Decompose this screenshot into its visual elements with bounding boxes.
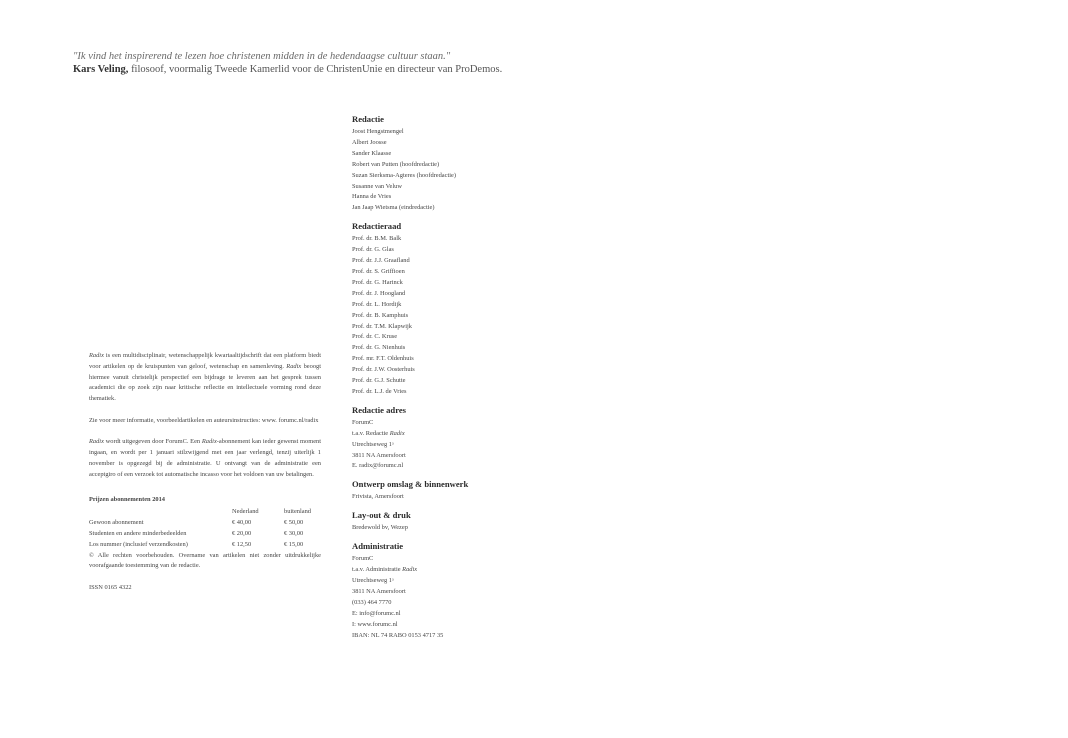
board-member: Prof. dr. S. Griffioen xyxy=(352,267,405,275)
designer: Frivista, Amersfoort xyxy=(352,493,404,501)
section-title: Redactie adres xyxy=(352,404,407,415)
board-member: Prof. mr. F.T. Oldenhuis xyxy=(352,355,414,363)
journal-name: Radix xyxy=(89,352,104,359)
board-member: Prof. dr. B. Kamphuis xyxy=(352,311,409,319)
address-attn: t.a.v. Redactie xyxy=(352,429,390,437)
address-line xyxy=(352,429,552,440)
quote-text: "Ik vind het inspirerend te lezen hoe christenen midden in de hedendaagse cultuur staan." xyxy=(73,51,451,62)
section-title: Redactie xyxy=(352,114,384,124)
staff-name: Hanna de Vries xyxy=(352,193,392,201)
publisher-paragraph xyxy=(89,437,321,480)
publisher-text-a: wordt uitgegeven door ForumC. Een xyxy=(103,438,202,446)
staff-name: Robert van Putten (hoofdredactie) xyxy=(352,160,440,168)
board-member: Prof. dr. J.J. Graafland xyxy=(352,257,410,265)
section-administratie xyxy=(352,540,552,641)
journal-name: Radix xyxy=(389,429,405,437)
rights-notice: © Alle rechten voorbehouden. Overname van artikelen niet zonder uitdrukkelijke voorafgaande toestemming van de redactie. xyxy=(89,551,321,570)
section-title: Ontwerp omslag & binnenwerk xyxy=(352,479,469,490)
address-line: 3811 NA Amersfoort xyxy=(352,451,406,459)
quote-block xyxy=(73,50,773,76)
board-member: Prof. dr. L.J. de Vries xyxy=(352,387,407,395)
address-line: Utrechtseweg 1ᵃ xyxy=(352,577,394,584)
issn: ISSN 0165 4322 xyxy=(89,583,132,591)
prices-row xyxy=(89,529,311,540)
address-line: ForumC xyxy=(352,418,374,426)
intro-paragraph xyxy=(89,351,321,405)
prices-cell: Gewoon abonnement xyxy=(89,519,144,527)
iban-line: IBAN: NL 74 RABO 0153 4717 35 xyxy=(352,631,444,639)
section-layout xyxy=(352,509,552,534)
staff-name: Susanne van Veluw xyxy=(352,182,402,190)
colophon-right xyxy=(352,113,552,647)
section-redactieraad xyxy=(352,220,552,398)
prices-table xyxy=(89,507,311,550)
quote-author-description: filosoof, voormalig Tweede Kamerlid voor de ChristenUnie en directeur van ProDemos. xyxy=(128,64,503,75)
address-attn: t.a.v. Administratie xyxy=(352,566,403,574)
address-line: 3811 NA Amersfoort xyxy=(352,587,406,595)
board-member: Prof. dr. G. Nienhuis xyxy=(352,344,406,352)
staff-name: Suzan Sierksma-Agteres (hoofdredactie) xyxy=(352,171,456,179)
quote-attribution xyxy=(73,63,773,76)
staff-name: Jan Jaap Wietsma (eindredactie) xyxy=(352,204,435,212)
board-member: Prof. dr. G. Harinck xyxy=(352,278,403,286)
printer: Bredewold bv, Wezep xyxy=(352,524,408,532)
phone-line: (033) 464 7770 xyxy=(352,598,392,606)
prices-header-cell: buitenland xyxy=(284,508,311,516)
staff-name: Joost Hengstmengel xyxy=(352,128,404,135)
prices-row xyxy=(89,540,311,551)
section-title: Redactieraad xyxy=(352,221,402,232)
quote-author: Kars Veling, xyxy=(73,64,129,75)
prices-header-cell: Nederland xyxy=(232,508,259,516)
board-member: Prof. dr. G.J. Schutte xyxy=(352,377,406,385)
board-member: Prof. dr. L. Hordijk xyxy=(352,300,402,308)
section-redactie xyxy=(352,113,552,214)
journal-name: Radix xyxy=(201,438,217,446)
prices-header-row xyxy=(89,507,311,518)
prices-cell: € 12,50 xyxy=(232,540,252,548)
board-member: Prof. dr. G. Glas xyxy=(352,246,394,254)
address-line: ForumC xyxy=(352,555,374,563)
prices-cell: € 40,00 xyxy=(232,519,252,527)
prices-cell: € 30,00 xyxy=(284,529,304,537)
prices-cell: € 15,00 xyxy=(284,540,304,548)
email-line: E. radix@forumc.nl xyxy=(352,462,404,470)
intro-text-b: beoogt hiermee vanuit christelijk perspectief een bijdrage te leveren aan het gesprek tussen academici die op zoek zijn naar kritische reflectie en intellectuele vorming rond deze thematiek. xyxy=(89,362,321,403)
address-line: Utrechtseweg 1ᵃ xyxy=(352,440,394,448)
prices-title: Prijzen abonnementen 2014 xyxy=(89,495,165,503)
board-member: Prof. dr. J. Hoogland xyxy=(352,289,406,297)
journal-name: Radix xyxy=(89,438,104,446)
intro-text-a: is een multidisciplinair, wetenschappelijk kwartaaltijdschrift dat een platform biedt voor artikelen op de kruispunten van geloof, wetenschap en samenleving. xyxy=(89,352,321,370)
section-title: Lay-out & druk xyxy=(352,510,411,521)
prices-row xyxy=(89,518,311,529)
staff-name: Sander Klaasse xyxy=(352,149,392,157)
email-line: E: info@forumc.nl xyxy=(352,609,401,617)
colophon-left xyxy=(89,351,321,594)
section-title: Administratie xyxy=(352,541,404,552)
prices-cell: Los nummer (inclusief verzendkosten) xyxy=(89,540,188,548)
website-line: I: www.forumc.nl xyxy=(352,620,398,628)
info-paragraph: Zie voor meer informatie, voorbeeldartikelen en auteursinstructies: www. forumc.nl/radix xyxy=(89,416,319,424)
board-member: Prof. dr. T.M. Klapwijk xyxy=(352,322,412,330)
prices-cell: € 50,00 xyxy=(284,519,304,527)
address-line xyxy=(352,565,552,576)
journal-name: Radix xyxy=(286,362,302,370)
journal-name: Radix xyxy=(402,566,418,574)
board-member: Prof. dr. C. Kruse xyxy=(352,333,398,341)
board-member: Prof. dr. B.M. Balk xyxy=(352,235,402,243)
prices-header-cell xyxy=(89,507,232,518)
board-member: Prof. dr. J.W. Oosterhuis xyxy=(352,366,415,374)
prices-cell: € 20,00 xyxy=(232,529,252,537)
section-redactie-adres xyxy=(352,404,552,473)
staff-name: Albert Joosse xyxy=(352,138,387,146)
section-ontwerp xyxy=(352,478,552,503)
publisher-text-b: -abonnement kan ieder gewenst moment ingaan, en wordt per 1 januari stilzwijgend met een jaar verlengd, tenzij uiterlijk 1 november is opgezegd bij de administratie. U ontvangt van de administratie een acceptgiro of een verzoek tot automatische incasso voor het voldoen van uw betalingen. xyxy=(89,438,322,478)
prices-cell: Studenten en andere minderbedeelden xyxy=(89,529,187,537)
